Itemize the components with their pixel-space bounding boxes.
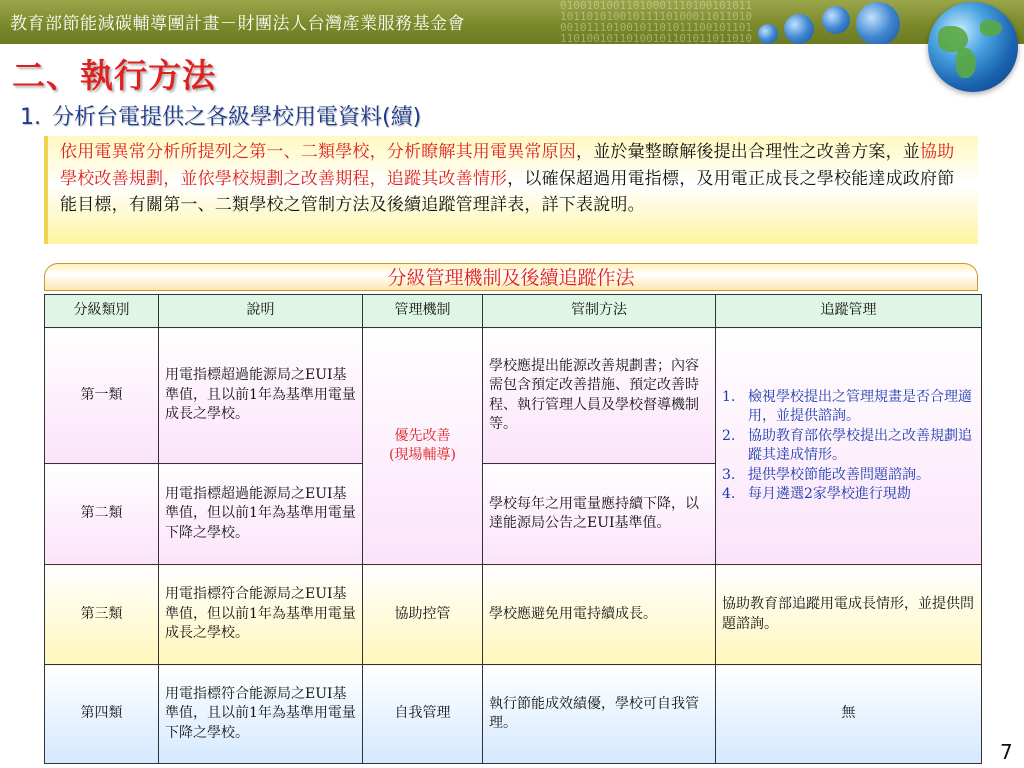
method-cell: 執行節能成效績優，學校可自我管理。	[483, 665, 716, 764]
table-row	[45, 665, 982, 764]
tracking-cell	[716, 328, 982, 565]
description-text-1: ，並於彙整瞭解後提出合理性之改善方案，並	[576, 142, 920, 162]
slide-header-band	[0, 0, 1024, 44]
sub-title	[16, 100, 421, 131]
bubble-decoration	[856, 2, 900, 44]
tracking-item-text: 檢視學校提出之管理規畫是否合理適用，並提供諮詢。	[748, 388, 972, 424]
header-method: 管制方法	[483, 295, 716, 328]
mechanism-line: 優先改善	[394, 427, 451, 444]
binary-pattern: 01001010011010001110100101011 10110101001011110100011011010 00101110100101101011100101101 11010010110100101101011011010	[560, 0, 753, 44]
tracking-cell: 無	[716, 665, 982, 764]
table-banner: 分級管理機制及後續追蹤作法	[44, 263, 978, 291]
description-text-2: ，以確保超過用電指標，及用電正成長之學校能達成政府節能目標，有關第一、二類學校之管制方法及後續追蹤管理詳表，詳下表說明。	[60, 168, 955, 215]
tracking-item-number: 3.	[722, 466, 736, 483]
tracking-item-number: 4.	[722, 486, 736, 502]
tracking-item-text: 每月遴選2家學校進行現勘	[748, 486, 911, 502]
tracking-item	[722, 466, 975, 486]
sub-title-number: 1.	[20, 105, 41, 130]
management-table	[44, 294, 982, 764]
description-cell: 用電指標符合能源局之EUI基準值，但以前1年為基準用電量成長之學校。	[159, 565, 363, 665]
description-cell: 用電指標超過能源局之EUI基準值，但以前1年為基準用電量下降之學校。	[159, 464, 363, 565]
tracking-item	[722, 485, 975, 505]
bubble-decoration	[784, 14, 814, 44]
tracking-item-text: 協助教育部依學校提出之改善規劃追蹤其達成情形。	[748, 427, 972, 463]
category-cell: 第一類	[45, 328, 159, 464]
table-row	[45, 328, 982, 464]
description-box	[44, 136, 978, 244]
page-number: 7	[1000, 740, 1013, 764]
header-title: 教育部節能減碳輔導團計畫－財團法人台灣產業服務基金會	[10, 14, 465, 34]
bubble-decoration	[822, 6, 850, 34]
method-cell: 學校每年之用電量應持續下降，以達能源局公告之EUI基準值。	[483, 464, 716, 565]
description-cell: 用電指標符合能源局之EUI基準值，且以前1年為基準用電量下降之學校。	[159, 665, 363, 764]
description-red-2: 協助學校改善規劃，並依學校規劃之改善期程，追蹤其改善情形	[60, 142, 955, 189]
sub-title-text: 分析台電提供之各級學校用電資料(續)	[52, 105, 422, 130]
method-cell: 學校應避免用電持續成長。	[483, 565, 716, 665]
mechanism-cell: 自我管理	[363, 665, 483, 764]
header-mechanism: 管理機制	[363, 295, 483, 328]
globe-icon	[928, 2, 1018, 92]
table-row	[45, 565, 982, 665]
table-header-row	[45, 295, 982, 328]
tracking-list	[722, 388, 975, 505]
category-cell: 第二類	[45, 464, 159, 565]
mechanism-cell	[363, 328, 483, 565]
tracking-item-text: 提供學校節能改善問題諮詢。	[748, 466, 930, 483]
header-tracking: 追蹤管理	[716, 295, 982, 328]
category-cell: 第三類	[45, 565, 159, 665]
section-title: 二、執行方法	[12, 56, 216, 95]
header-category: 分級類別	[45, 295, 159, 328]
tracking-cell: 協助教育部追蹤用電成長情形，並提供問題諮詢。	[716, 565, 982, 665]
description-red-1: 依用電異常分析所提列之第一、二類學校，分析瞭解其用電異常原因	[60, 142, 576, 162]
mechanism-line: (現場輔導)	[389, 447, 456, 463]
tracking-item	[722, 427, 975, 466]
bubble-decoration	[758, 24, 778, 44]
tracking-item	[722, 388, 975, 427]
tracking-item-number: 2.	[722, 427, 736, 444]
mechanism-cell: 協助控管	[363, 565, 483, 665]
header-description: 說明	[159, 295, 363, 328]
description-cell: 用電指標超過能源局之EUI基準值，且以前1年為基準用電量成長之學校。	[159, 328, 363, 464]
method-cell: 學校應提出能源改善規劃書；內容需包含預定改善措施、預定改善時程、執行管理人員及學校督導機制等。	[483, 328, 716, 464]
tracking-item-number: 1.	[722, 388, 736, 405]
category-cell: 第四類	[45, 665, 159, 764]
